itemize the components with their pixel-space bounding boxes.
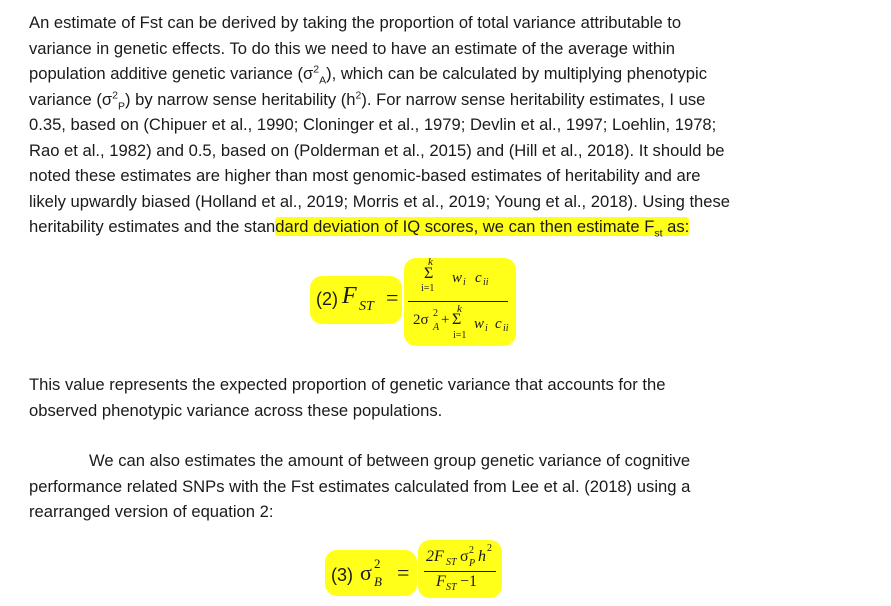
eq3-num-h: h [478,548,486,565]
paragraph-interpretation [29,372,869,423]
eq3-num-h-sup: 2 [487,543,492,554]
p3-line-1: We can also estimates the amount of between group genetic variance of cognitive [89,451,691,470]
eq2-equals: = [386,285,399,310]
p1-line-5: 0.35, based on (Chipuer et al., 1990; Cloninger et al., 1979; Devlin et al., 1997; Loehlin, 1978; [29,115,717,134]
eq2-den-w-sub: i [485,323,488,334]
eq2-den-2sigma: 2σ [413,312,429,328]
p1-line-6: Rao et al., 1982) and 0.5, based on (Polderman et al., 2015) and (Hill et al., 2018). It should be [29,140,725,160]
eq3-lhs-sub: B [374,574,382,589]
eq2-num-c-sub: ii [483,277,489,288]
eq2-num-index: i=1 [421,283,435,294]
eq2-den-k: k [457,303,462,315]
p2-line-1: This value represents the expected proportion of genetic variance that accounts for the [29,375,666,394]
eq2-label: (2) [316,289,338,309]
eq3-den-F: F [436,573,446,590]
eq3-num-sub: ST [446,557,457,568]
paragraph-between-group [29,448,869,525]
p1-line-4: variance $(\sigma^2_P)$ by narrow sense heritability $(h^2)$. For narrow sense heritability estimates, I use [29,88,706,112]
p1-line-3: population additive genetic variance $(\sigma^2_A)$, which can be calculated by multiplying phenotypic [29,63,708,87]
eq2-den-sup: 2 [433,308,438,319]
p1-line-2: variance in genetic effects. To do this we need to have an estimate of the average within [29,38,676,58]
p3-line-2: performance related SNPs with the Fst estimates calculated from Lee et al. (2018) using a [29,476,691,496]
eq2-num-sigma: Σ [424,265,434,282]
eq2-den-w: w [474,316,485,332]
eq2-den-index: i=1 [453,330,467,341]
eq2-den-c: c [495,316,502,332]
p1-line-9: heritability estimates and the standard deviation of IQ scores, we can then estimate $F_{st}$ as: [29,217,690,240]
eq2-den-sigma: Σ [452,311,462,328]
highlighted-text: dard deviation of IQ scores, we can then estimate $F_{st}$ as: [275,217,690,240]
eq2-lhs-sub: ST [359,299,374,314]
eq3-fraction-bar [424,571,496,572]
eq2-num-k: k [428,256,433,268]
eq3-equals: = [397,560,410,585]
p1-line-7: noted these estimates are higher than most genomic-based estimates of heritability and are [29,166,701,185]
eq2-lhs-F: F [342,283,357,309]
eq3-lhs-sigma: σ [360,560,372,585]
eq2-den-sub: A [433,322,440,333]
p1-line-8: likely upwardly biased (Holland et al., 2019; Morris et al., 2019; Young et al., 2018). Using these [29,191,731,211]
eq3-num-sigma-sub: P [469,558,476,569]
p1-line-1: An estimate of Fst can be derived by taking the proportion of total variance attributable to [29,13,682,32]
eq2-num-c: c [475,270,482,286]
eq3-den-minus-one: −1 [460,573,478,590]
eq3-den-sub: ST [446,582,457,593]
eq3-lhs-sup: 2 [374,556,381,571]
eq2-den-plus: + [441,312,450,328]
eq2-den-c-sub: ii [503,323,509,334]
paragraph-fst-estimate [29,10,869,240]
eq3-num-sigma: σ [460,548,469,565]
eq2-num-w: w [452,270,463,286]
p2-line-2: observed phenotypic variance across these populations. [29,400,443,420]
eq3-num-sigma-sup: 2 [469,545,474,556]
eq3-label: (3) [331,565,353,585]
eq2-num-w-sub: i [463,277,466,288]
p3-line-3: rearranged version of equation 2: [29,502,274,521]
eq3-num-2F: 2F [426,548,444,565]
eq2-fraction-bar [408,301,508,302]
